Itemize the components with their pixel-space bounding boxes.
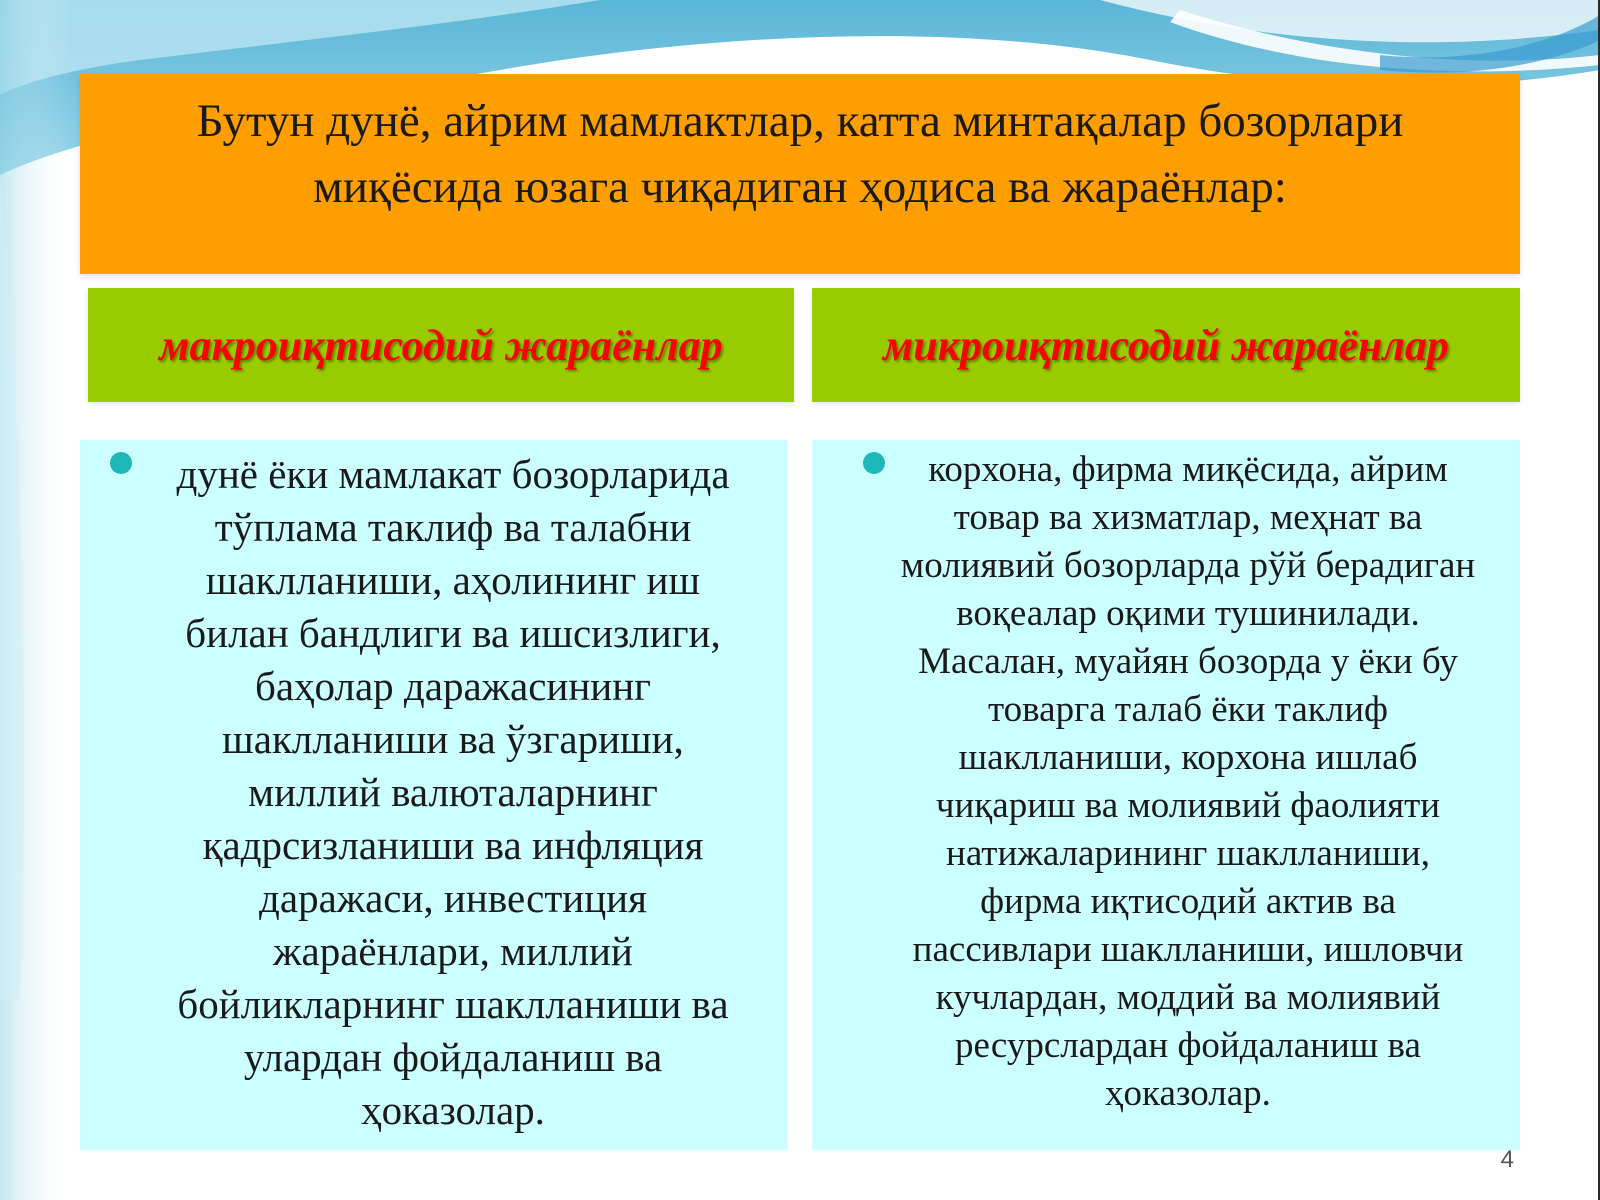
- slide-title-line-2: миқёсида юзага чиқадиган ҳодиса ва жараёнлар:: [313, 161, 1287, 213]
- text-line: чиқариш ва молиявий фаолияти: [935, 785, 1441, 826]
- text-line: ресурслардан фойдаланиш ва: [955, 1025, 1421, 1066]
- text-line: ҳоказолар.: [361, 1087, 545, 1133]
- text-line: товарга талаб ёки таклиф: [988, 689, 1388, 730]
- text-line: дунё ёки мамлакат бозорларида: [176, 451, 730, 497]
- macro-label: макроиқтисодий жараёнлар: [159, 320, 723, 370]
- text-line: Масалан, муайян бозорда у ёки бу: [918, 641, 1458, 682]
- micro-description: [874, 446, 1502, 1118]
- text-line: шаклланиши, корхона ишлаб: [958, 737, 1418, 778]
- text-line: шаклланиши ва ўзгариши,: [222, 716, 684, 762]
- page-number: 4: [1500, 1146, 1514, 1173]
- macro-content-box: [80, 440, 788, 1150]
- macro-label-box: [88, 288, 794, 402]
- text-line: пассивлари шаклланиши, ишловчи: [912, 929, 1464, 970]
- macro-description: [140, 448, 766, 1137]
- text-line: молиявий бозорларда рўй берадиган: [900, 545, 1476, 586]
- text-line: фирма иқтисодий актив ва: [980, 881, 1396, 922]
- text-line: жараёнлари, миллий: [273, 928, 633, 974]
- text-line: қадрсизланиши ва инфляция: [202, 822, 704, 868]
- text-line: билан бандлиги ва ишсизлиги,: [185, 610, 721, 656]
- text-line: бойликларнинг шаклланиши ва: [177, 981, 729, 1027]
- text-line: воқеалар оқими тушинилади.: [956, 593, 1420, 634]
- header-box: [80, 74, 1520, 274]
- micro-label: микроиқтисодий жараёнлар: [883, 320, 1449, 370]
- text-line: улардан фойдаланиш ва: [243, 1034, 663, 1080]
- slide-title-line-1: Бутун дунё, айрим мамлактлар, катта минтақалар бозорлари: [196, 95, 1404, 147]
- bullet-icon: [863, 452, 885, 474]
- text-line: натижаларининг шаклланиши,: [946, 833, 1430, 874]
- micro-content-box: [812, 440, 1520, 1150]
- text-line: товар ва хизматлар, меҳнат ва: [953, 497, 1423, 538]
- text-line: корхона, фирма миқёсида, айрим: [928, 449, 1448, 490]
- text-line: даражаси, инвестиция: [259, 875, 647, 921]
- text-line: баҳолар даражасининг: [255, 663, 651, 709]
- micro-label-box: [812, 288, 1520, 402]
- text-line: миллий валюталарнинг: [248, 769, 658, 815]
- bullet-icon: [110, 452, 132, 474]
- text-line: шаклланиши, аҳолининг иш: [205, 557, 701, 603]
- slide-title: [100, 88, 1500, 220]
- text-line: кучлардан, моддий ва молиявий: [935, 977, 1441, 1018]
- text-line: ҳоказолар.: [1105, 1073, 1271, 1114]
- text-line: тўплама таклиф ва талабни: [214, 504, 692, 550]
